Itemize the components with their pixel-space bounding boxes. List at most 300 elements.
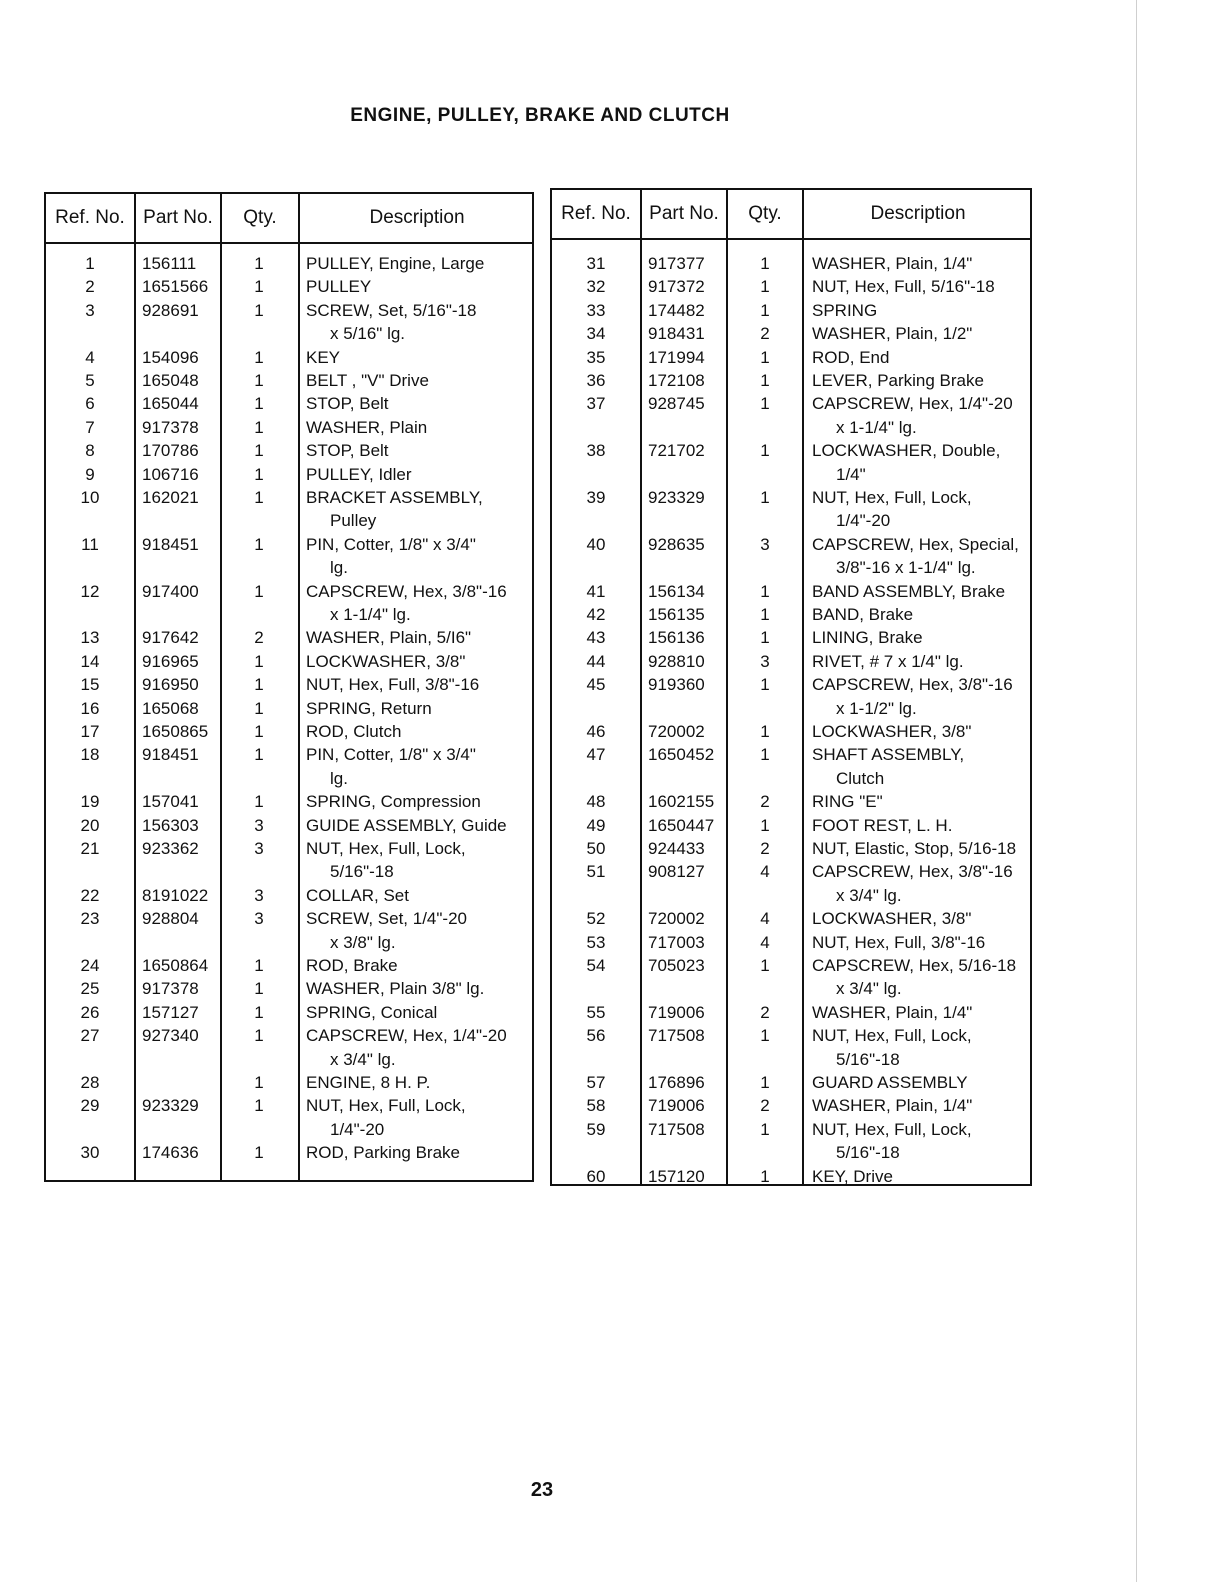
part-no-cell: 721702 — [648, 441, 705, 461]
qty-cell: 1 — [760, 605, 770, 624]
description-cell: 1/4"-20 — [836, 511, 891, 531]
qty-cell: 1 — [760, 722, 770, 741]
ref-no-cell: 15 — [80, 675, 100, 695]
description-cell: Clutch — [836, 768, 885, 788]
page-number: 23 — [530, 1479, 554, 1501]
description-cell: GUARD ASSEMBLY — [812, 1073, 968, 1092]
table-row — [552, 1118, 1030, 1142]
description-cell: x 3/4" lg. — [836, 979, 902, 999]
qty-cell: 2 — [760, 1096, 770, 1116]
description-cell: BAND, Brake — [812, 605, 914, 624]
table-row — [46, 346, 532, 370]
part-no-cell: 156303 — [142, 815, 199, 835]
part-no-cell: 717508 — [648, 1119, 705, 1139]
description-cell: GUIDE ASSEMBLY, Guide — [306, 815, 507, 835]
ref-no-cell: 44 — [586, 651, 606, 671]
description-cell: LOCKWASHER, Double, — [812, 441, 1001, 461]
table-row — [46, 673, 532, 697]
description-cell: CAPSCREW, Hex, 1/4"-20 — [812, 394, 1013, 414]
description-cell: STOP, Belt — [306, 441, 389, 461]
part-no-cell: 917377 — [648, 254, 705, 273]
ref-no-cell: 20 — [80, 815, 100, 835]
part-no-cell: 720002 — [648, 722, 705, 741]
table-row — [552, 1048, 1030, 1072]
qty-cell: 1 — [254, 254, 264, 273]
description-cell: x 1-1/2" lg. — [836, 698, 917, 718]
table-row — [552, 556, 1030, 580]
part-no-cell: 1650452 — [648, 745, 715, 765]
part-no-cell: 1602155 — [648, 792, 715, 812]
description-cell: CAPSCREW, Hex, 3/8"-16 — [812, 862, 1013, 882]
qty-cell: 1 — [760, 394, 770, 414]
description-cell: WASHER, Plain — [306, 417, 428, 437]
ref-no-cell: 5 — [85, 371, 95, 390]
part-no-cell: 720002 — [648, 909, 705, 929]
table-row — [552, 1165, 1030, 1189]
table-row — [46, 931, 532, 955]
part-no-cell: 719006 — [648, 1002, 705, 1022]
description-cell: WASHER, Plain, 5/I6" — [306, 628, 472, 648]
ref-no-cell: 45 — [586, 675, 606, 695]
table-row — [552, 931, 1030, 955]
ref-no-cell: 60 — [586, 1166, 606, 1186]
table-row — [552, 369, 1030, 393]
description-cell: WASHER, Plain, 1/4" — [812, 254, 973, 273]
qty-cell: 2 — [760, 839, 770, 858]
header-description: Description — [870, 203, 966, 224]
description-cell: WASHER, Plain, 1/2" — [812, 324, 973, 344]
qty-cell: 1 — [254, 394, 264, 414]
description-cell: LOCKWASHER, 3/8" — [812, 722, 972, 741]
description-cell: lg. — [330, 768, 348, 788]
description-cell: CAPSCREW, Hex, 3/8"-16 — [812, 675, 1013, 695]
description-cell: NUT, Hex, Full, 3/8"-16 — [306, 675, 480, 695]
table-row — [552, 533, 1030, 557]
description-cell: NUT, Hex, Full, Lock, — [306, 839, 466, 858]
ref-no-cell: 55 — [586, 1002, 606, 1022]
table-row — [552, 322, 1030, 346]
ref-no-cell: 38 — [586, 441, 606, 461]
ref-no-cell: 28 — [80, 1073, 100, 1092]
description-cell: WASHER, Plain, 1/4" — [812, 1096, 973, 1116]
qty-cell: 1 — [254, 300, 264, 320]
table-row — [552, 463, 1030, 487]
ref-no-cell: 24 — [80, 956, 100, 975]
table-row — [552, 650, 1030, 674]
table-row — [46, 533, 532, 557]
table-row — [552, 697, 1030, 721]
qty-cell: 1 — [760, 254, 770, 273]
table-row — [46, 275, 532, 299]
part-no-cell: 1650864 — [142, 956, 209, 975]
ref-no-cell: 2 — [85, 277, 95, 297]
description-cell: CAPSCREW, Hex, 1/4"-20 — [306, 1026, 507, 1046]
description-cell: 1/4"-20 — [330, 1119, 385, 1139]
ref-no-cell: 6 — [85, 394, 95, 414]
qty-cell: 1 — [254, 347, 264, 367]
qty-cell: 1 — [760, 300, 770, 320]
ref-no-cell: 11 — [81, 534, 99, 554]
table-row — [46, 743, 532, 767]
table-row — [46, 580, 532, 604]
description-cell: SPRING — [812, 300, 878, 320]
part-no-cell: 717508 — [648, 1026, 705, 1046]
part-no-cell: 908127 — [648, 862, 705, 882]
header-ref-no: Ref. No. — [55, 207, 125, 228]
qty-cell: 1 — [254, 722, 264, 741]
part-no-cell: 156136 — [648, 628, 705, 648]
part-no-cell: 918431 — [648, 324, 705, 344]
description-cell: SCREW, Set, 1/4"-20 — [306, 909, 467, 929]
ref-no-cell: 47 — [586, 745, 606, 765]
description-cell: ROD, Parking Brake — [306, 1143, 460, 1163]
qty-cell: 2 — [760, 324, 770, 344]
table-row — [46, 650, 532, 674]
description-cell: SPRING, Compression — [306, 792, 481, 812]
table-row — [46, 790, 532, 814]
table-row — [552, 392, 1030, 416]
description-cell: lg. — [330, 558, 348, 578]
description-cell: PULLEY, Idler — [306, 464, 412, 484]
qty-cell: 1 — [760, 1166, 770, 1186]
table-row — [46, 322, 532, 346]
table-row — [46, 416, 532, 440]
ref-no-cell: 46 — [586, 722, 606, 741]
description-cell: SHAFT ASSEMBLY, — [812, 745, 965, 765]
ref-no-cell: 26 — [80, 1002, 100, 1022]
qty-cell: 4 — [760, 909, 770, 929]
qty-cell: 1 — [254, 441, 264, 461]
table-row — [552, 977, 1030, 1001]
qty-cell: 1 — [760, 488, 770, 507]
description-cell: x 3/4" lg. — [330, 1049, 396, 1069]
description-cell: SCREW, Set, 5/16"-18 — [306, 300, 477, 320]
table-row — [46, 1141, 532, 1165]
table-row — [552, 907, 1030, 931]
description-cell: PIN, Cotter, 1/8" x 3/4" — [306, 534, 476, 554]
ref-no-cell: 3 — [85, 300, 95, 320]
ref-no-cell: 25 — [80, 979, 100, 999]
description-cell: LEVER, Parking Brake — [812, 371, 984, 390]
part-no-cell: 157120 — [648, 1166, 705, 1186]
qty-cell: 3 — [760, 651, 770, 671]
ref-no-cell: 42 — [586, 605, 606, 624]
table-row — [552, 1094, 1030, 1118]
table-row — [46, 509, 532, 533]
header-part-no: Part No. — [143, 207, 213, 228]
header-qty: Qty. — [748, 203, 782, 224]
description-cell: ROD, End — [812, 347, 890, 367]
description-cell: BRACKET ASSEMBLY, — [306, 488, 483, 507]
ref-no-cell: 30 — [80, 1143, 100, 1163]
part-no-cell: 927340 — [142, 1026, 199, 1046]
ref-no-cell: 58 — [586, 1096, 606, 1116]
part-no-cell: 176896 — [648, 1073, 705, 1092]
ref-no-cell: 7 — [85, 417, 95, 437]
ref-no-cell: 8 — [85, 441, 95, 461]
table-row — [46, 603, 532, 627]
description-cell: Pulley — [330, 511, 377, 531]
description-cell: KEY, Drive — [812, 1166, 893, 1186]
table-row — [46, 486, 532, 510]
qty-cell: 1 — [254, 1026, 264, 1046]
description-cell: 3/8"-16 x 1-1/4" lg. — [836, 558, 976, 578]
ref-no-cell: 29 — [80, 1096, 100, 1116]
description-cell: COLLAR, Set — [306, 885, 409, 905]
table-row — [46, 720, 532, 744]
table-row — [46, 439, 532, 463]
qty-cell: 1 — [760, 628, 770, 648]
qty-cell: 1 — [760, 1073, 770, 1092]
qty-cell: 1 — [254, 698, 264, 718]
part-no-cell: 106716 — [142, 464, 199, 484]
description-cell: CAPSCREW, Hex, 3/8"-16 — [306, 581, 507, 601]
qty-cell: 1 — [760, 745, 770, 765]
description-cell: NUT, Hex, Full, Lock, — [812, 1119, 972, 1139]
part-no-cell: 917378 — [142, 417, 199, 437]
ref-no-cell: 49 — [586, 815, 606, 835]
part-no-cell: 1650447 — [648, 815, 715, 835]
table-row — [552, 837, 1030, 861]
description-cell: PULLEY, Engine, Large — [306, 254, 485, 273]
table-row — [46, 252, 532, 276]
ref-no-cell: 43 — [586, 628, 606, 648]
ref-no-cell: 13 — [80, 628, 100, 648]
table-row — [46, 392, 532, 416]
part-no-cell: 928635 — [648, 534, 705, 554]
table-row — [552, 884, 1030, 908]
parts-table-left — [44, 192, 534, 1182]
table-row — [46, 556, 532, 580]
description-cell: x 3/8" lg. — [330, 932, 396, 952]
table-row — [46, 884, 532, 908]
qty-cell: 1 — [254, 464, 264, 484]
qty-cell: 1 — [254, 371, 264, 390]
part-no-cell: 919360 — [648, 675, 705, 695]
ref-no-cell: 40 — [586, 534, 606, 554]
part-no-cell: 719006 — [648, 1096, 705, 1116]
ref-no-cell: 53 — [586, 932, 606, 952]
description-cell: BELT , "V" Drive — [306, 371, 429, 390]
ref-no-cell: 52 — [586, 909, 606, 929]
qty-cell: 2 — [760, 792, 770, 812]
table-row — [46, 1024, 532, 1048]
table-row — [46, 1048, 532, 1072]
part-no-cell: 1651566 — [142, 277, 209, 297]
part-no-cell: 916965 — [142, 651, 199, 671]
table-row — [552, 767, 1030, 791]
description-cell: 5/16"-18 — [836, 1143, 900, 1163]
ref-no-cell: 34 — [586, 324, 606, 344]
ref-no-cell: 27 — [80, 1026, 100, 1046]
description-cell: FOOT REST, L. H. — [812, 815, 953, 835]
table-row — [46, 907, 532, 931]
ref-no-cell: 16 — [80, 698, 100, 718]
qty-cell: 1 — [760, 581, 770, 601]
ref-no-cell: 57 — [586, 1073, 606, 1092]
table-row — [552, 626, 1030, 650]
part-no-cell: 8191022 — [142, 885, 209, 905]
ref-no-cell: 50 — [586, 839, 606, 858]
qty-cell: 1 — [254, 581, 264, 601]
qty-cell: 3 — [254, 839, 264, 858]
table-row — [46, 954, 532, 978]
qty-cell: 1 — [254, 277, 264, 297]
ref-no-cell: 18 — [80, 745, 100, 765]
part-no-cell: 174636 — [142, 1143, 199, 1163]
part-no-cell: 717003 — [648, 932, 705, 952]
description-cell: SPRING, Return — [306, 698, 432, 718]
part-no-cell: 923362 — [142, 839, 199, 858]
description-cell: CAPSCREW, Hex, 5/16-18 — [812, 956, 1017, 975]
qty-cell: 1 — [254, 417, 264, 437]
description-cell: NUT, Hex, Full, Lock, — [812, 1026, 972, 1046]
table-row — [46, 463, 532, 487]
table-row — [552, 252, 1030, 276]
ref-no-cell: 39 — [586, 488, 606, 507]
part-no-cell: 1650865 — [142, 722, 209, 741]
ref-no-cell: 12 — [80, 581, 100, 601]
qty-cell: 1 — [254, 792, 264, 812]
table-row — [46, 767, 532, 791]
part-no-cell: 917642 — [142, 628, 199, 648]
description-cell: LINING, Brake — [812, 628, 923, 648]
qty-cell: 1 — [254, 1143, 264, 1163]
table-row — [552, 1024, 1030, 1048]
ref-no-cell: 59 — [586, 1119, 606, 1139]
table-row — [46, 1001, 532, 1025]
description-cell: PIN, Cotter, 1/8" x 3/4" — [306, 745, 476, 765]
qty-cell: 4 — [760, 932, 770, 952]
description-cell: NUT, Hex, Full, Lock, — [306, 1096, 466, 1116]
qty-cell: 1 — [760, 441, 770, 461]
ref-no-cell: 23 — [80, 909, 100, 929]
ref-no-cell: 31 — [586, 254, 606, 273]
ref-no-cell: 41 — [586, 581, 606, 601]
table-row — [46, 837, 532, 861]
table-row — [46, 626, 532, 650]
qty-cell: 1 — [254, 1073, 264, 1092]
table-row — [46, 369, 532, 393]
page-edge-line — [1136, 0, 1137, 1582]
description-cell: LOCKWASHER, 3/8" — [306, 651, 466, 671]
qty-cell: 1 — [254, 1002, 264, 1022]
part-no-cell: 923329 — [142, 1096, 199, 1116]
part-no-cell: 918451 — [142, 745, 199, 765]
ref-no-cell: 21 — [80, 839, 100, 858]
table-row — [552, 1141, 1030, 1165]
description-cell: WASHER, Plain, 1/4" — [812, 1002, 973, 1022]
qty-cell: 3 — [760, 534, 770, 554]
qty-cell: 4 — [760, 862, 770, 882]
part-no-cell: 928804 — [142, 909, 199, 929]
description-cell: x 1-1/4" lg. — [836, 417, 917, 437]
part-no-cell: 174482 — [648, 300, 705, 320]
part-no-cell: 157127 — [142, 1002, 199, 1022]
ref-no-cell: 36 — [586, 371, 606, 390]
qty-cell: 1 — [760, 956, 770, 975]
part-no-cell: 928691 — [142, 300, 199, 320]
description-cell: NUT, Elastic, Stop, 5/16-18 — [812, 839, 1017, 858]
header-ref-no: Ref. No. — [561, 203, 631, 224]
ref-no-cell: 35 — [586, 347, 606, 367]
ref-no-cell: 22 — [80, 885, 100, 905]
ref-no-cell: 56 — [586, 1026, 606, 1046]
description-cell: 1/4" — [836, 464, 866, 484]
table-row — [46, 1071, 532, 1095]
part-no-cell: 928810 — [648, 651, 705, 671]
description-cell: x 1-1/4" lg. — [330, 605, 411, 624]
parts-table-right — [550, 188, 1032, 1186]
qty-cell: 1 — [760, 371, 770, 390]
description-cell: STOP, Belt — [306, 394, 389, 414]
description-cell: NUT, Hex, Full, 5/16"-18 — [812, 277, 995, 297]
qty-cell: 1 — [760, 347, 770, 367]
description-cell: NUT, Hex, Full, 3/8"-16 — [812, 932, 986, 952]
table-row — [552, 509, 1030, 533]
qty-cell: 3 — [254, 885, 264, 905]
table-row — [552, 439, 1030, 463]
table-row — [552, 299, 1030, 323]
header-description: Description — [369, 207, 465, 228]
qty-cell: 1 — [254, 534, 264, 554]
qty-cell: 1 — [254, 745, 264, 765]
qty-cell: 1 — [760, 815, 770, 835]
table-row — [552, 486, 1030, 510]
table-row — [46, 1118, 532, 1142]
part-no-cell: 165044 — [142, 394, 199, 414]
ref-no-cell: 1 — [85, 254, 95, 273]
description-cell: WASHER, Plain 3/8" lg. — [306, 979, 485, 999]
description-cell: CAPSCREW, Hex, Special, — [812, 534, 1019, 554]
part-no-cell: 705023 — [648, 956, 705, 975]
part-no-cell: 165048 — [142, 371, 199, 390]
description-cell: PULLEY — [306, 277, 372, 297]
part-no-cell: 916950 — [142, 675, 199, 695]
ref-no-cell: 48 — [586, 792, 606, 812]
ref-no-cell: 54 — [586, 956, 606, 975]
ref-no-cell: 10 — [80, 488, 100, 507]
part-no-cell: 157041 — [142, 792, 199, 812]
description-cell: NUT, Hex, Full, Lock, — [812, 488, 972, 507]
description-cell: BAND ASSEMBLY, Brake — [812, 581, 1006, 601]
qty-cell: 2 — [254, 628, 264, 648]
part-no-cell: 162021 — [142, 488, 199, 507]
ref-no-cell: 4 — [85, 347, 95, 367]
table-row — [46, 860, 532, 884]
qty-cell: 1 — [254, 1096, 264, 1116]
part-no-cell: 170786 — [142, 441, 199, 461]
part-no-cell: 172108 — [648, 371, 705, 390]
qty-cell: 1 — [760, 1119, 770, 1139]
table-row — [46, 697, 532, 721]
table-row — [552, 416, 1030, 440]
table-row — [552, 860, 1030, 884]
part-no-cell: 917378 — [142, 979, 199, 999]
ref-no-cell: 14 — [80, 651, 100, 671]
description-cell: ROD, Clutch — [306, 722, 402, 741]
ref-no-cell: 17 — [80, 722, 100, 741]
qty-cell: 1 — [254, 979, 264, 999]
table-row — [552, 673, 1030, 697]
description-cell: ENGINE, 8 H. P. — [306, 1073, 431, 1092]
ref-no-cell: 9 — [85, 464, 95, 484]
table-row — [46, 977, 532, 1001]
table-row — [552, 1001, 1030, 1025]
part-no-cell: 924433 — [648, 839, 705, 858]
description-cell: 5/16"-18 — [330, 862, 394, 882]
table-row — [46, 814, 532, 838]
